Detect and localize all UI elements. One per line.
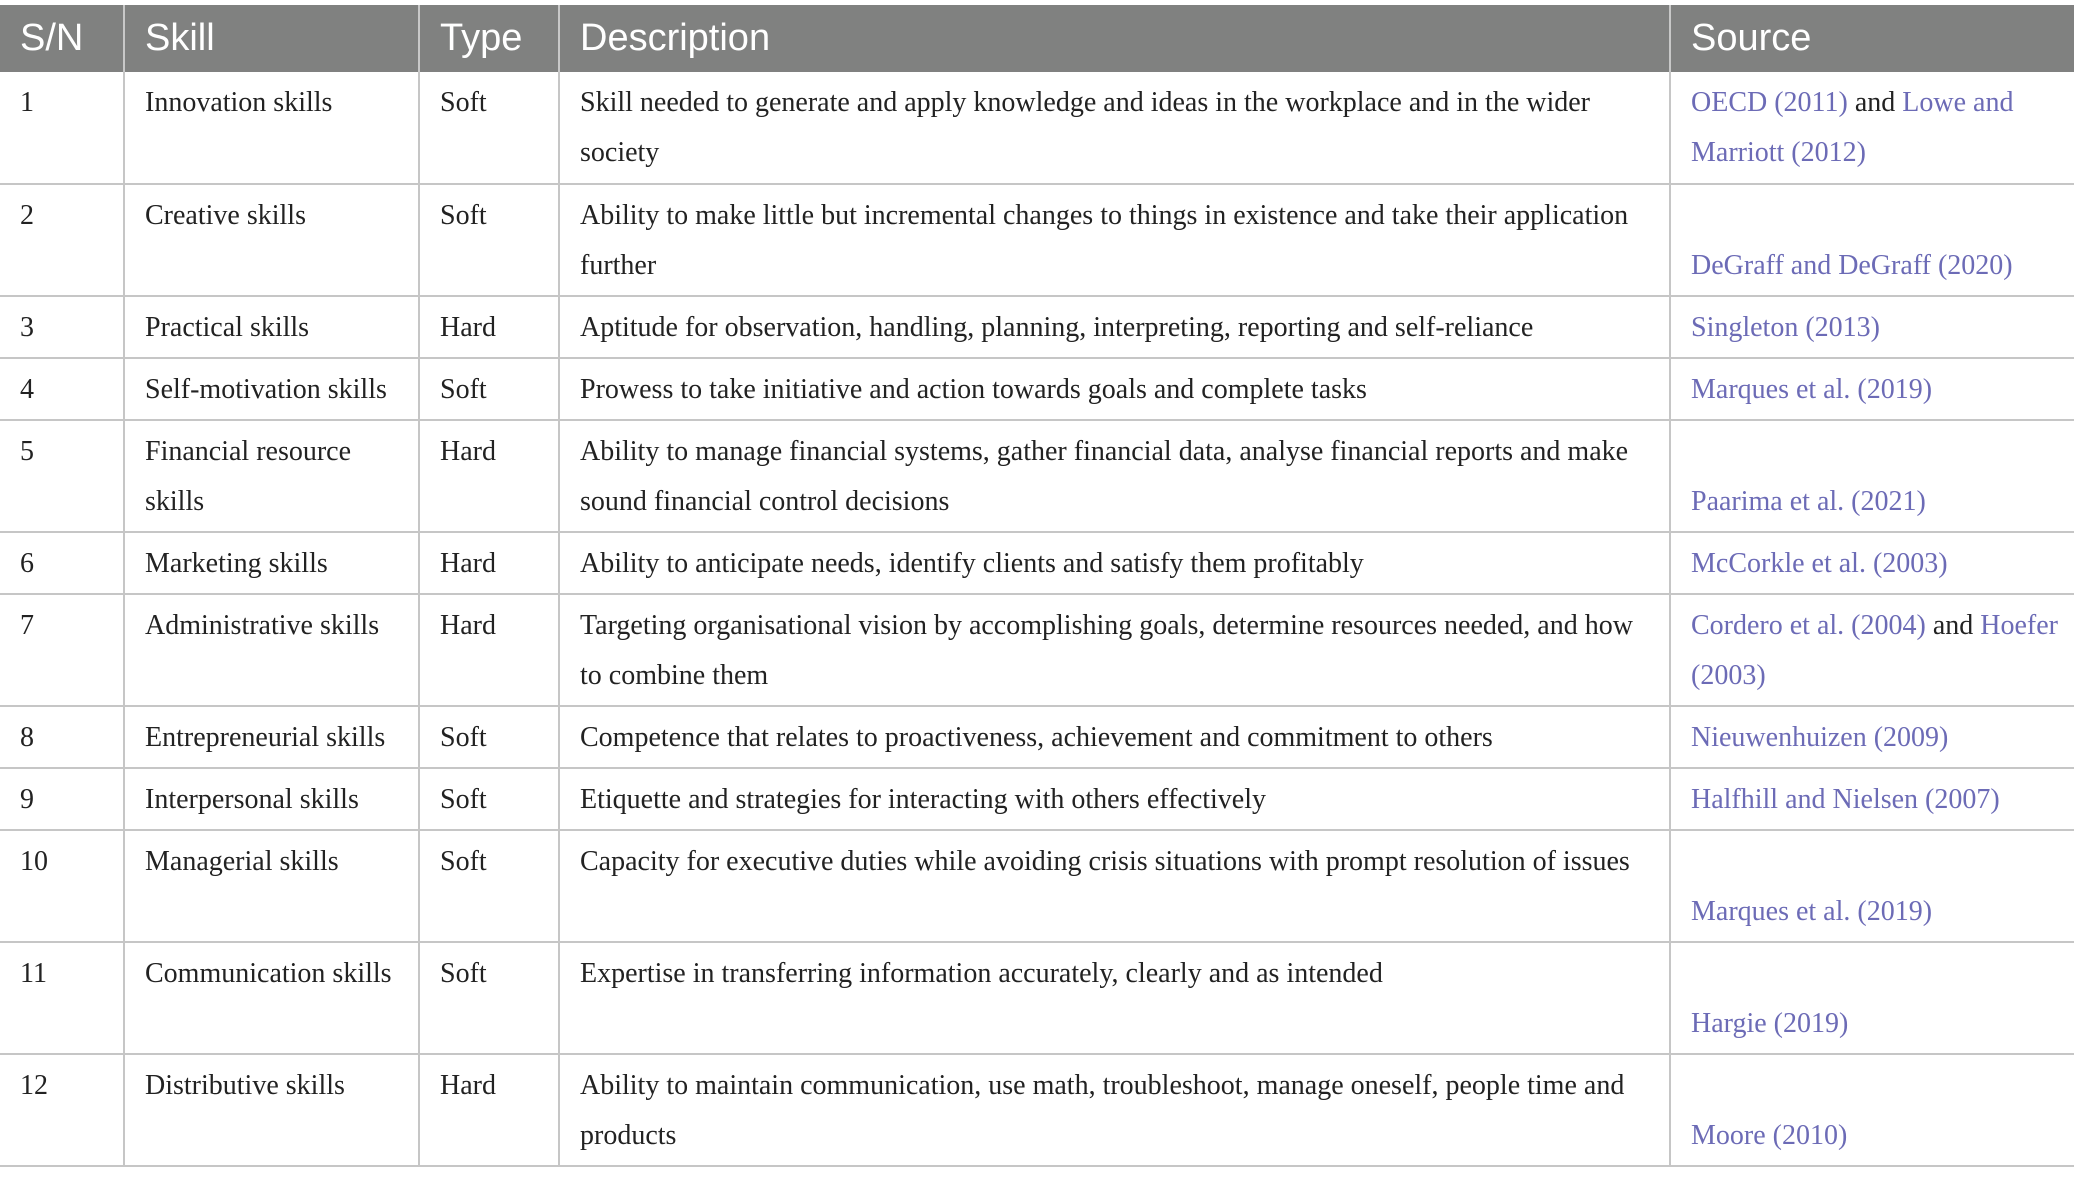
cell-source [1670, 830, 2074, 942]
cell-source [1670, 706, 2074, 768]
table-row [0, 358, 2074, 420]
cell-source [1670, 942, 2074, 1054]
cell-sn: 11 [0, 942, 124, 1054]
cell-type: Soft [419, 72, 559, 184]
source-join: and [1925, 610, 1981, 641]
cell-sn: 2 [0, 184, 124, 296]
header-row [0, 5, 2074, 72]
source-link[interactable]: Hoefer (2003) [1691, 610, 2058, 691]
cell-sn: 5 [0, 420, 124, 532]
cell-skill: Financial resource skills [124, 420, 419, 532]
cell-skill: Communication skills [124, 942, 419, 1054]
source-link[interactable]: Cordero et al. (2004) [1691, 610, 1926, 641]
header-sn: S/N [0, 5, 124, 72]
cell-type: Hard [419, 1054, 559, 1166]
cell-source [1670, 594, 2074, 706]
cell-description: Ability to maintain communication, use math, troubleshoot, manage oneself, people time and products [559, 1054, 1670, 1166]
cell-description: Etiquette and strategies for interacting with others effectively [559, 768, 1670, 830]
table-row [0, 706, 2074, 768]
cell-description: Competence that relates to proactiveness, achievement and commitment to others [559, 706, 1670, 768]
cell-type: Soft [419, 830, 559, 942]
cell-skill: Distributive skills [124, 1054, 419, 1166]
source-link[interactable]: Marques et al. (2019) [1691, 896, 1933, 927]
source-link[interactable]: Lowe and Marriott (2012) [1691, 87, 2014, 168]
cell-source [1670, 358, 2074, 420]
cell-source [1670, 296, 2074, 358]
cell-description: Skill needed to generate and apply knowledge and ideas in the workplace and in the wider society [559, 72, 1670, 184]
table-row [0, 72, 2074, 184]
source-link[interactable]: DeGraff and DeGraff (2020) [1691, 250, 2013, 281]
header-source: Source [1670, 5, 2074, 72]
table-row [0, 420, 2074, 532]
cell-description: Ability to make little but incremental changes to things in existence and take their application further [559, 184, 1670, 296]
cell-description: Prowess to take initiative and action towards goals and complete tasks [559, 358, 1670, 420]
cell-type: Hard [419, 532, 559, 594]
table-header [0, 5, 2074, 72]
cell-source [1670, 184, 2074, 296]
header-type: Type [419, 5, 559, 72]
cell-type: Soft [419, 706, 559, 768]
cell-type: Hard [419, 594, 559, 706]
cell-description: Expertise in transferring information accurately, clearly and as intended [559, 942, 1670, 1054]
table-row [0, 296, 2074, 358]
cell-skill: Administrative skills [124, 594, 419, 706]
cell-type: Hard [419, 296, 559, 358]
cell-skill: Self-motivation skills [124, 358, 419, 420]
cell-type: Hard [419, 420, 559, 532]
header-skill: Skill [124, 5, 419, 72]
table-row [0, 532, 2074, 594]
cell-skill: Creative skills [124, 184, 419, 296]
cell-description: Ability to manage financial systems, gather financial data, analyse financial reports and make sound financial control decisions [559, 420, 1670, 532]
table-body [0, 72, 2074, 1166]
table-row [0, 830, 2074, 942]
cell-sn: 4 [0, 358, 124, 420]
cell-source [1670, 768, 2074, 830]
source-link[interactable]: OECD (2011) [1691, 87, 1848, 118]
cell-sn: 7 [0, 594, 124, 706]
table-row [0, 768, 2074, 830]
cell-type: Soft [419, 942, 559, 1054]
table-row [0, 184, 2074, 296]
cell-skill: Entrepreneurial skills [124, 706, 419, 768]
cell-source [1670, 420, 2074, 532]
cell-sn: 9 [0, 768, 124, 830]
cell-description: Targeting organisational vision by accomplishing goals, determine resources needed, and how to combine them [559, 594, 1670, 706]
cell-skill: Managerial skills [124, 830, 419, 942]
cell-type: Soft [419, 184, 559, 296]
cell-skill: Practical skills [124, 296, 419, 358]
table-row [0, 1054, 2074, 1166]
source-link[interactable]: McCorkle et al. (2003) [1691, 548, 1948, 579]
source-link[interactable]: Paarima et al. (2021) [1691, 486, 1926, 517]
cell-sn: 10 [0, 830, 124, 942]
skills-table [0, 5, 2074, 1167]
cell-source [1670, 72, 2074, 184]
cell-sn: 8 [0, 706, 124, 768]
cell-description: Ability to anticipate needs, identify clients and satisfy them profitably [559, 532, 1670, 594]
source-link[interactable]: Moore (2010) [1691, 1120, 1848, 1151]
cell-type: Soft [419, 768, 559, 830]
table-row [0, 942, 2074, 1054]
cell-skill: Marketing skills [124, 532, 419, 594]
cell-skill: Innovation skills [124, 72, 419, 184]
source-link[interactable]: Marques et al. (2019) [1691, 374, 1933, 405]
cell-sn: 1 [0, 72, 124, 184]
source-join: and [1847, 87, 1903, 118]
header-description: Description [559, 5, 1670, 72]
cell-sn: 3 [0, 296, 124, 358]
table-row [0, 594, 2074, 706]
cell-description: Aptitude for observation, handling, planning, interpreting, reporting and self-reliance [559, 296, 1670, 358]
cell-description: Capacity for executive duties while avoiding crisis situations with prompt resolution of issues [559, 830, 1670, 942]
source-link[interactable]: Hargie (2019) [1691, 1008, 1849, 1039]
source-link[interactable]: Halfhill and Nielsen (2007) [1691, 784, 2000, 815]
cell-sn: 6 [0, 532, 124, 594]
cell-skill: Interpersonal skills [124, 768, 419, 830]
cell-source [1670, 1054, 2074, 1166]
cell-source [1670, 532, 2074, 594]
source-link[interactable]: Nieuwenhuizen (2009) [1691, 722, 1949, 753]
source-link[interactable]: Singleton (2013) [1691, 312, 1880, 343]
cell-type: Soft [419, 358, 559, 420]
cell-sn: 12 [0, 1054, 124, 1166]
